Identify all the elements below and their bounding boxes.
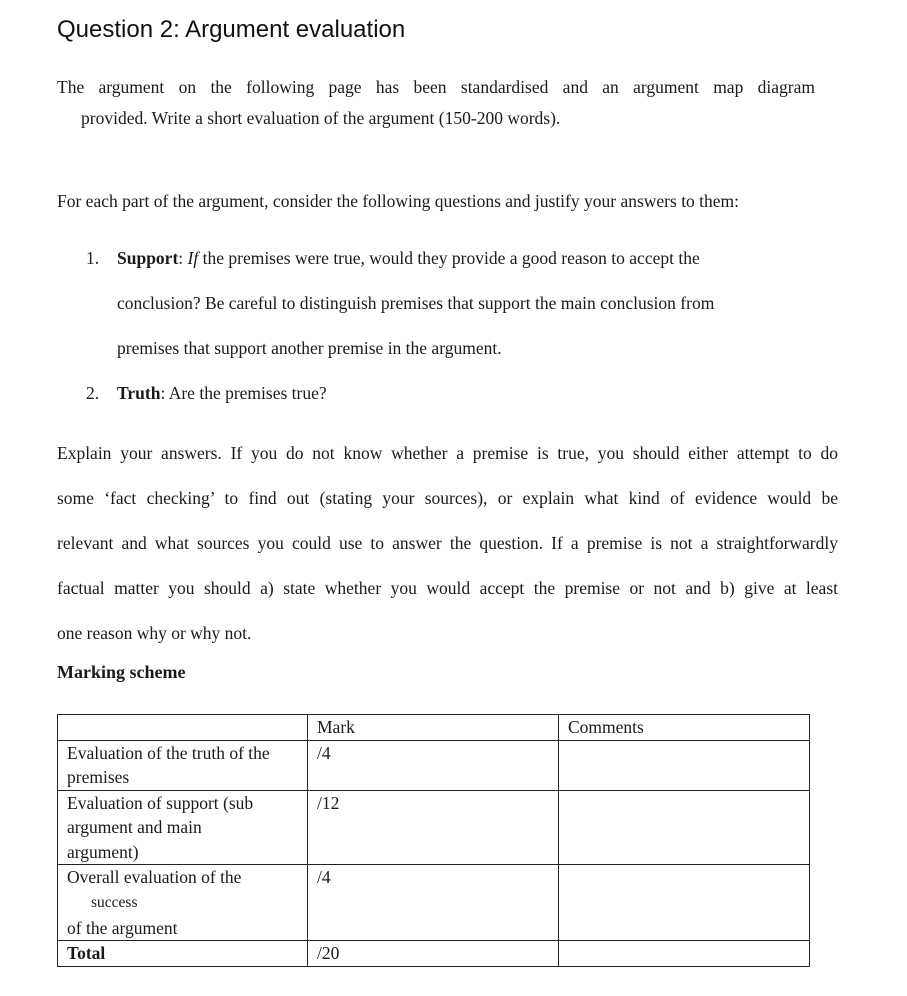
term-support: Support bbox=[117, 248, 179, 268]
term-truth: Truth bbox=[117, 383, 161, 403]
emphasis-if: If bbox=[187, 248, 199, 268]
row-item bbox=[58, 740, 308, 790]
intro-line-2: provided. Write a short evaluation of the argument (150-200 words). bbox=[81, 108, 561, 128]
question-truth bbox=[86, 371, 797, 416]
marking-scheme-table bbox=[57, 714, 810, 967]
intro-line-1: The argument on the following page has been standardised and an argument map diagram bbox=[57, 77, 815, 97]
table-row bbox=[58, 790, 810, 865]
question-truth-text: Are the premises true? bbox=[168, 383, 327, 403]
row-comments[interactable] bbox=[559, 790, 810, 865]
question-support-text: the premises were true, would they provide a good reason to accept the bbox=[198, 248, 700, 268]
table-total-row bbox=[58, 941, 810, 967]
row-comments[interactable] bbox=[559, 740, 810, 790]
term-separator: : bbox=[160, 383, 169, 403]
header-item bbox=[58, 715, 308, 741]
row-item-line: argument and main bbox=[67, 817, 202, 837]
question-support bbox=[86, 236, 797, 371]
question-list bbox=[86, 236, 797, 416]
term-separator: : bbox=[178, 248, 188, 268]
row-item-line: Evaluation of support (sub bbox=[67, 792, 254, 813]
explanation-line: some ‘fact checking’ to find out (stating your sources), or explain what kind of evidence would be bbox=[57, 488, 838, 508]
table-header-row bbox=[58, 715, 810, 741]
table-row bbox=[58, 740, 810, 790]
row-mark: /4 bbox=[308, 740, 559, 790]
explanation-line: Explain your answers. If you do not know whether a premise is true, you should either attempt to do bbox=[57, 443, 838, 463]
question-support-line-1 bbox=[117, 236, 797, 281]
questions-lead: For each part of the argument, consider the following questions and justify your answers to them: bbox=[57, 191, 740, 211]
total-label: Total bbox=[58, 941, 308, 967]
table-row bbox=[58, 865, 810, 941]
list-number: 1. bbox=[86, 248, 100, 268]
row-item-line: Overall evaluation of the bbox=[67, 867, 242, 887]
marking-scheme-title: Marking scheme bbox=[57, 662, 186, 682]
explanation-line: relevant and what sources you could use to answer the question. If a premise is not a straightforwardly bbox=[57, 533, 838, 553]
row-mark: /4 bbox=[308, 865, 559, 941]
row-item bbox=[58, 790, 308, 865]
header-comments: Comments bbox=[559, 715, 810, 741]
page-title: Question 2: Argument evaluation bbox=[57, 16, 406, 43]
row-item-line: argument) bbox=[67, 841, 139, 862]
question-support-line-2: conclusion? Be careful to distinguish premises that support the main conclusion from bbox=[117, 293, 715, 313]
row-item-line: of the argument bbox=[67, 917, 178, 938]
row-comments[interactable] bbox=[559, 865, 810, 941]
question-truth-line bbox=[117, 371, 797, 416]
total-comments[interactable] bbox=[559, 941, 810, 967]
header-mark: Mark bbox=[308, 715, 559, 741]
question-support-line-3: premises that support another premise in the argument. bbox=[117, 338, 502, 358]
intro-paragraph bbox=[57, 72, 815, 134]
explanation-line: one reason why or why not. bbox=[57, 623, 252, 643]
total-mark: /20 bbox=[308, 941, 559, 967]
row-item-line: premises bbox=[67, 767, 130, 787]
explanation-paragraph bbox=[57, 431, 838, 656]
row-mark: /12 bbox=[308, 790, 559, 865]
row-item bbox=[58, 865, 308, 941]
row-item-line: success bbox=[91, 893, 138, 911]
list-number: 2. bbox=[86, 383, 100, 403]
explanation-line: factual matter you should a) state whether you would accept the premise or not and b) give at least bbox=[57, 578, 838, 598]
row-item-line: Evaluation of the truth of the bbox=[67, 742, 270, 763]
